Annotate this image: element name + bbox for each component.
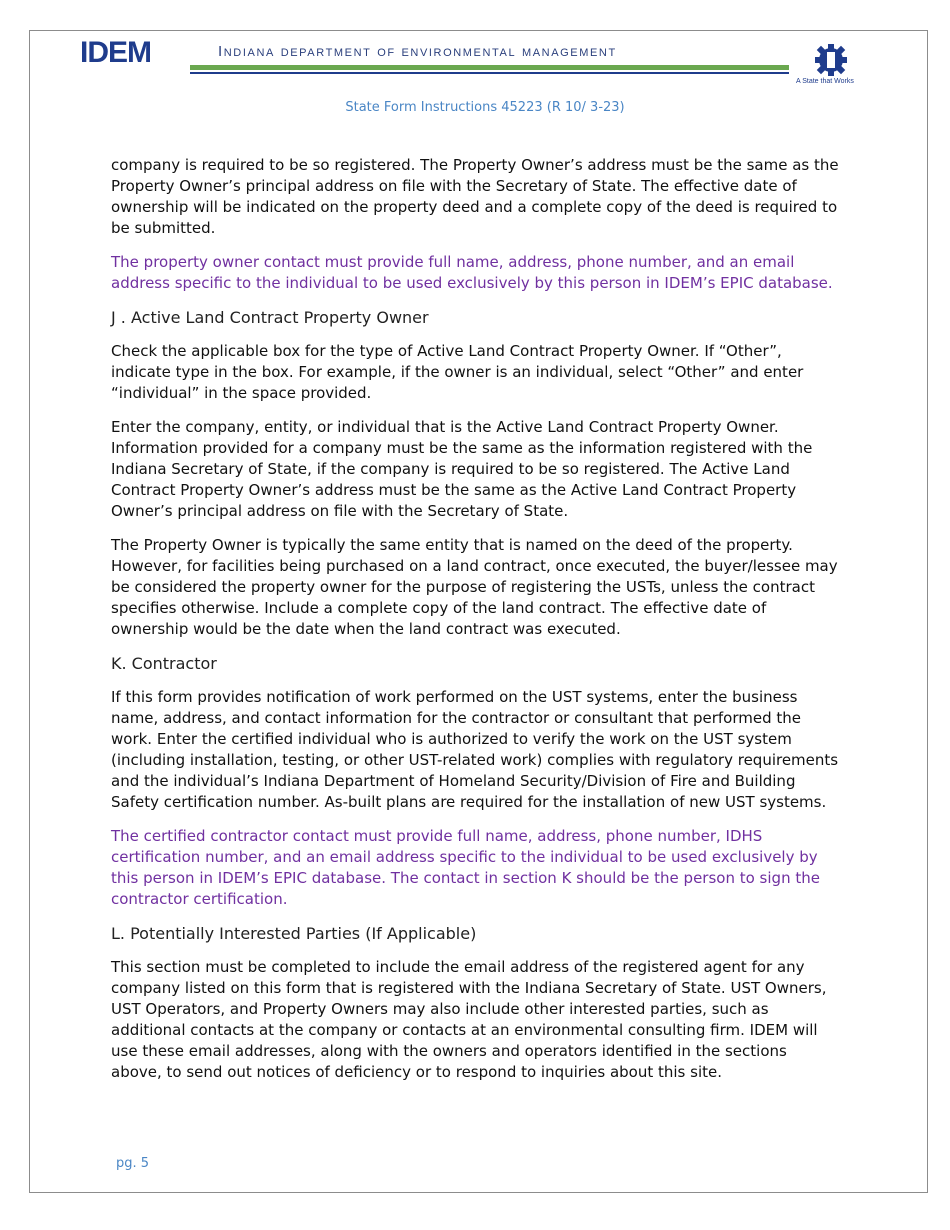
paragraph-land-contract-owner: Enter the company, entity, or individual that is the Active Land Contract Property Owner. Information provided for a company must be the same as the information registered with the Indiana Secretary of State, if the company is required to be so registered. The Active Land Contract Property Owner’s address must be the same as the Active Land Contract Property Owner’s principal address on file with the Secretary of State. xyxy=(111,418,813,520)
form-id: State Form Instructions 45223 (R 10/ 3-23) xyxy=(345,100,625,115)
paragraph-property-owner-contact: The property owner contact must provide full name, address, phone number, and an email address specific to the individual to be used exclusively by this person in IDEM’s EPIC database. xyxy=(111,253,833,292)
agency-name: Indiana department of environmental management xyxy=(218,43,617,60)
header-rule-blue xyxy=(190,72,789,74)
heading-section-l: L. Potentially Interested Parties (If Applicable) xyxy=(111,924,477,943)
paragraph-property-owner-address: company is required to be so registered. The Property Owner’s address must be the same as the Property Owner’s principal address on file with the Secretary of State. The effective date of ownership will be indicated on the property deed and a complete copy of the deed is required to be submitted. xyxy=(111,156,839,237)
paragraph-contractor-info: If this form provides notification of work performed on the UST systems, enter the business name, address, and contact information for the contractor or consultant that performed the work. Enter the certified individual who is authorized to verify the work on the UST system (including installation, testing, or other UST-related work) complies with regulatory requirements and the individual’s Indiana Department of Homeland Security/Division of Fire and Building Safety certification number. As-built plans are required for the installation of new UST systems. xyxy=(111,688,839,811)
header-rule-green xyxy=(190,65,789,70)
paragraph-land-contract-type: Check the applicable box for the type of Active Land Contract Property Owner. If “Other”, indicate type in the box. For example, if the owner is an individual, select “Other” and enter “individual” in the space provided. xyxy=(111,342,804,402)
document-body xyxy=(111,155,841,1096)
heading-section-j: J . Active Land Contract Property Owner xyxy=(111,308,429,327)
paragraph-interested-parties: This section must be completed to include the email address of the registered agent for any company listed on this form that is registered with the Indiana Secretary of State. UST Owners, UST Operators, and Property Owners may also include other interested parties, such as additional contacts at the company or contacts at an environmental consulting firm. IDEM will use these email addresses, along with the owners and operators identified in the sections above, to send out notices of deficiency or to respond to inquiries about this site. xyxy=(111,958,827,1081)
page-number: pg. 5 xyxy=(116,1156,150,1171)
idem-logo: IDEM xyxy=(80,36,151,69)
emblem-caption: A State that Works xyxy=(796,78,854,85)
paragraph-deed-owner: The Property Owner is typically the same entity that is named on the deed of the property. However, for facilities being purchased on a land contract, once executed, the buyer/lessee may be considered the property owner for the purpose of registering the USTs, unless the contract specifies otherwise. Include a complete copy of the land contract. The effective date of ownership would be the date when the land contract was executed. xyxy=(111,536,838,638)
heading-section-k: K. Contractor xyxy=(111,654,217,673)
paragraph-contractor-contact: The certified contractor contact must provide full name, address, phone number, IDHS certification number, and an email address specific to the individual to be used exclusively by this person in IDEM’s EPIC database. The contact in section K should be the person to sign the contractor certification. xyxy=(111,827,820,908)
